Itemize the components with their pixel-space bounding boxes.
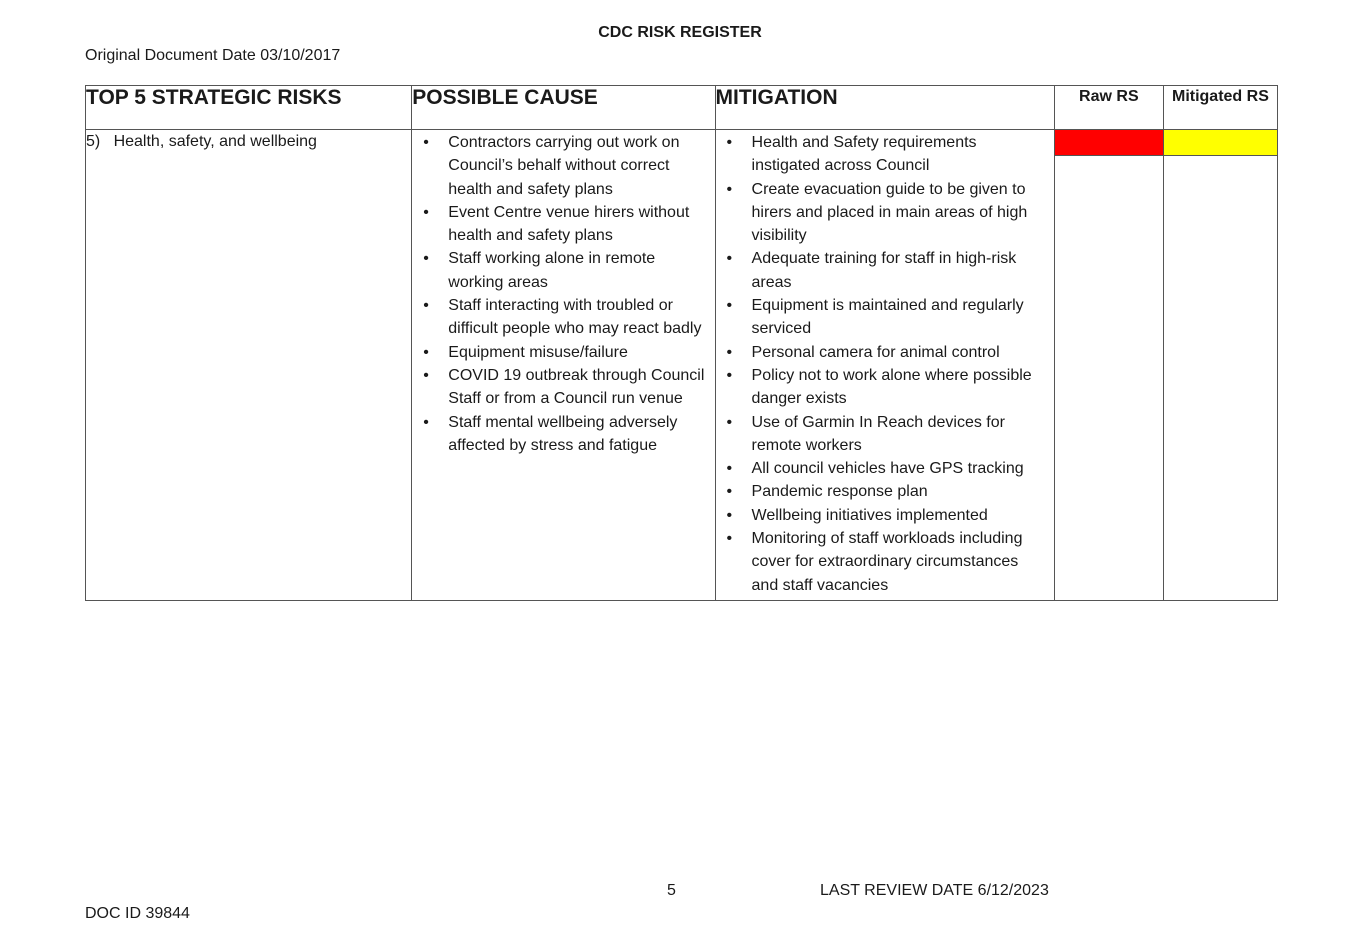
table-header-row xyxy=(86,86,1278,130)
raw-rs-red-indicator xyxy=(1055,130,1163,156)
mitigated-rs-cell xyxy=(1163,130,1277,601)
list-item: • Staff working alone in remote working areas xyxy=(421,247,708,294)
list-item: • Wellbeing initiatives implemented xyxy=(725,504,1048,527)
mitigation-cell xyxy=(715,130,1054,601)
header-possible-cause: POSSIBLE CAUSE xyxy=(412,86,715,130)
page-number: 5 xyxy=(667,882,676,899)
header-mitigation: MITIGATION xyxy=(715,86,1054,130)
doc-id: DOC ID 39844 xyxy=(85,905,190,922)
list-item: • COVID 19 outbreak through Council Staff or from a Council run venue xyxy=(421,364,708,411)
list-item: • Adequate training for staff in high-risk areas xyxy=(725,247,1048,294)
table-row xyxy=(86,130,1278,601)
list-item: • Policy not to work alone where possible danger exists xyxy=(725,364,1048,411)
mitigated-rs-yellow-indicator xyxy=(1164,130,1277,156)
original-document-date: Original Document Date 03/10/2017 xyxy=(85,47,341,64)
list-item: • Create evacuation guide to be given to hirers and placed in main areas of high visibility xyxy=(725,178,1048,248)
header-mitigated-rs: Mitigated RS xyxy=(1163,86,1277,130)
header-top-risks: TOP 5 STRATEGIC RISKS xyxy=(86,86,412,130)
list-item: • Pandemic response plan xyxy=(725,480,1048,503)
list-item: • Staff interacting with troubled or difficult people who may react badly xyxy=(421,294,708,341)
list-item: • Equipment is maintained and regularly serviced xyxy=(725,294,1048,341)
possible-cause-cell xyxy=(412,130,715,601)
list-item: • Monitoring of staff workloads including cover for extraordinary circumstances and staff vacancies xyxy=(725,527,1048,597)
document-title: CDC RISK REGISTER xyxy=(598,24,762,41)
risk-name: 5) Health, safety, and wellbeing xyxy=(86,130,412,601)
list-item: • Use of Garmin In Reach devices for remote workers xyxy=(725,411,1048,458)
list-item: • Contractors carrying out work on Council’s behalf without correct health and safety plans xyxy=(421,131,708,201)
possible-cause-list xyxy=(412,130,714,457)
list-item: • Staff mental wellbeing adversely affected by stress and fatigue xyxy=(421,411,708,458)
list-item: • Event Centre venue hirers without health and safety plans xyxy=(421,201,708,248)
list-item: • All council vehicles have GPS tracking xyxy=(725,457,1048,480)
risk-register-table xyxy=(85,85,1278,601)
list-item: • Personal camera for animal control xyxy=(725,341,1048,364)
list-item: • Equipment misuse/failure xyxy=(421,341,708,364)
last-review-date: LAST REVIEW DATE 6/12/2023 xyxy=(820,882,1049,899)
header-raw-rs: Raw RS xyxy=(1054,86,1163,130)
raw-rs-cell xyxy=(1054,130,1163,601)
mitigation-list xyxy=(716,130,1054,597)
list-item: • Health and Safety requirements instigated across Council xyxy=(725,131,1048,178)
